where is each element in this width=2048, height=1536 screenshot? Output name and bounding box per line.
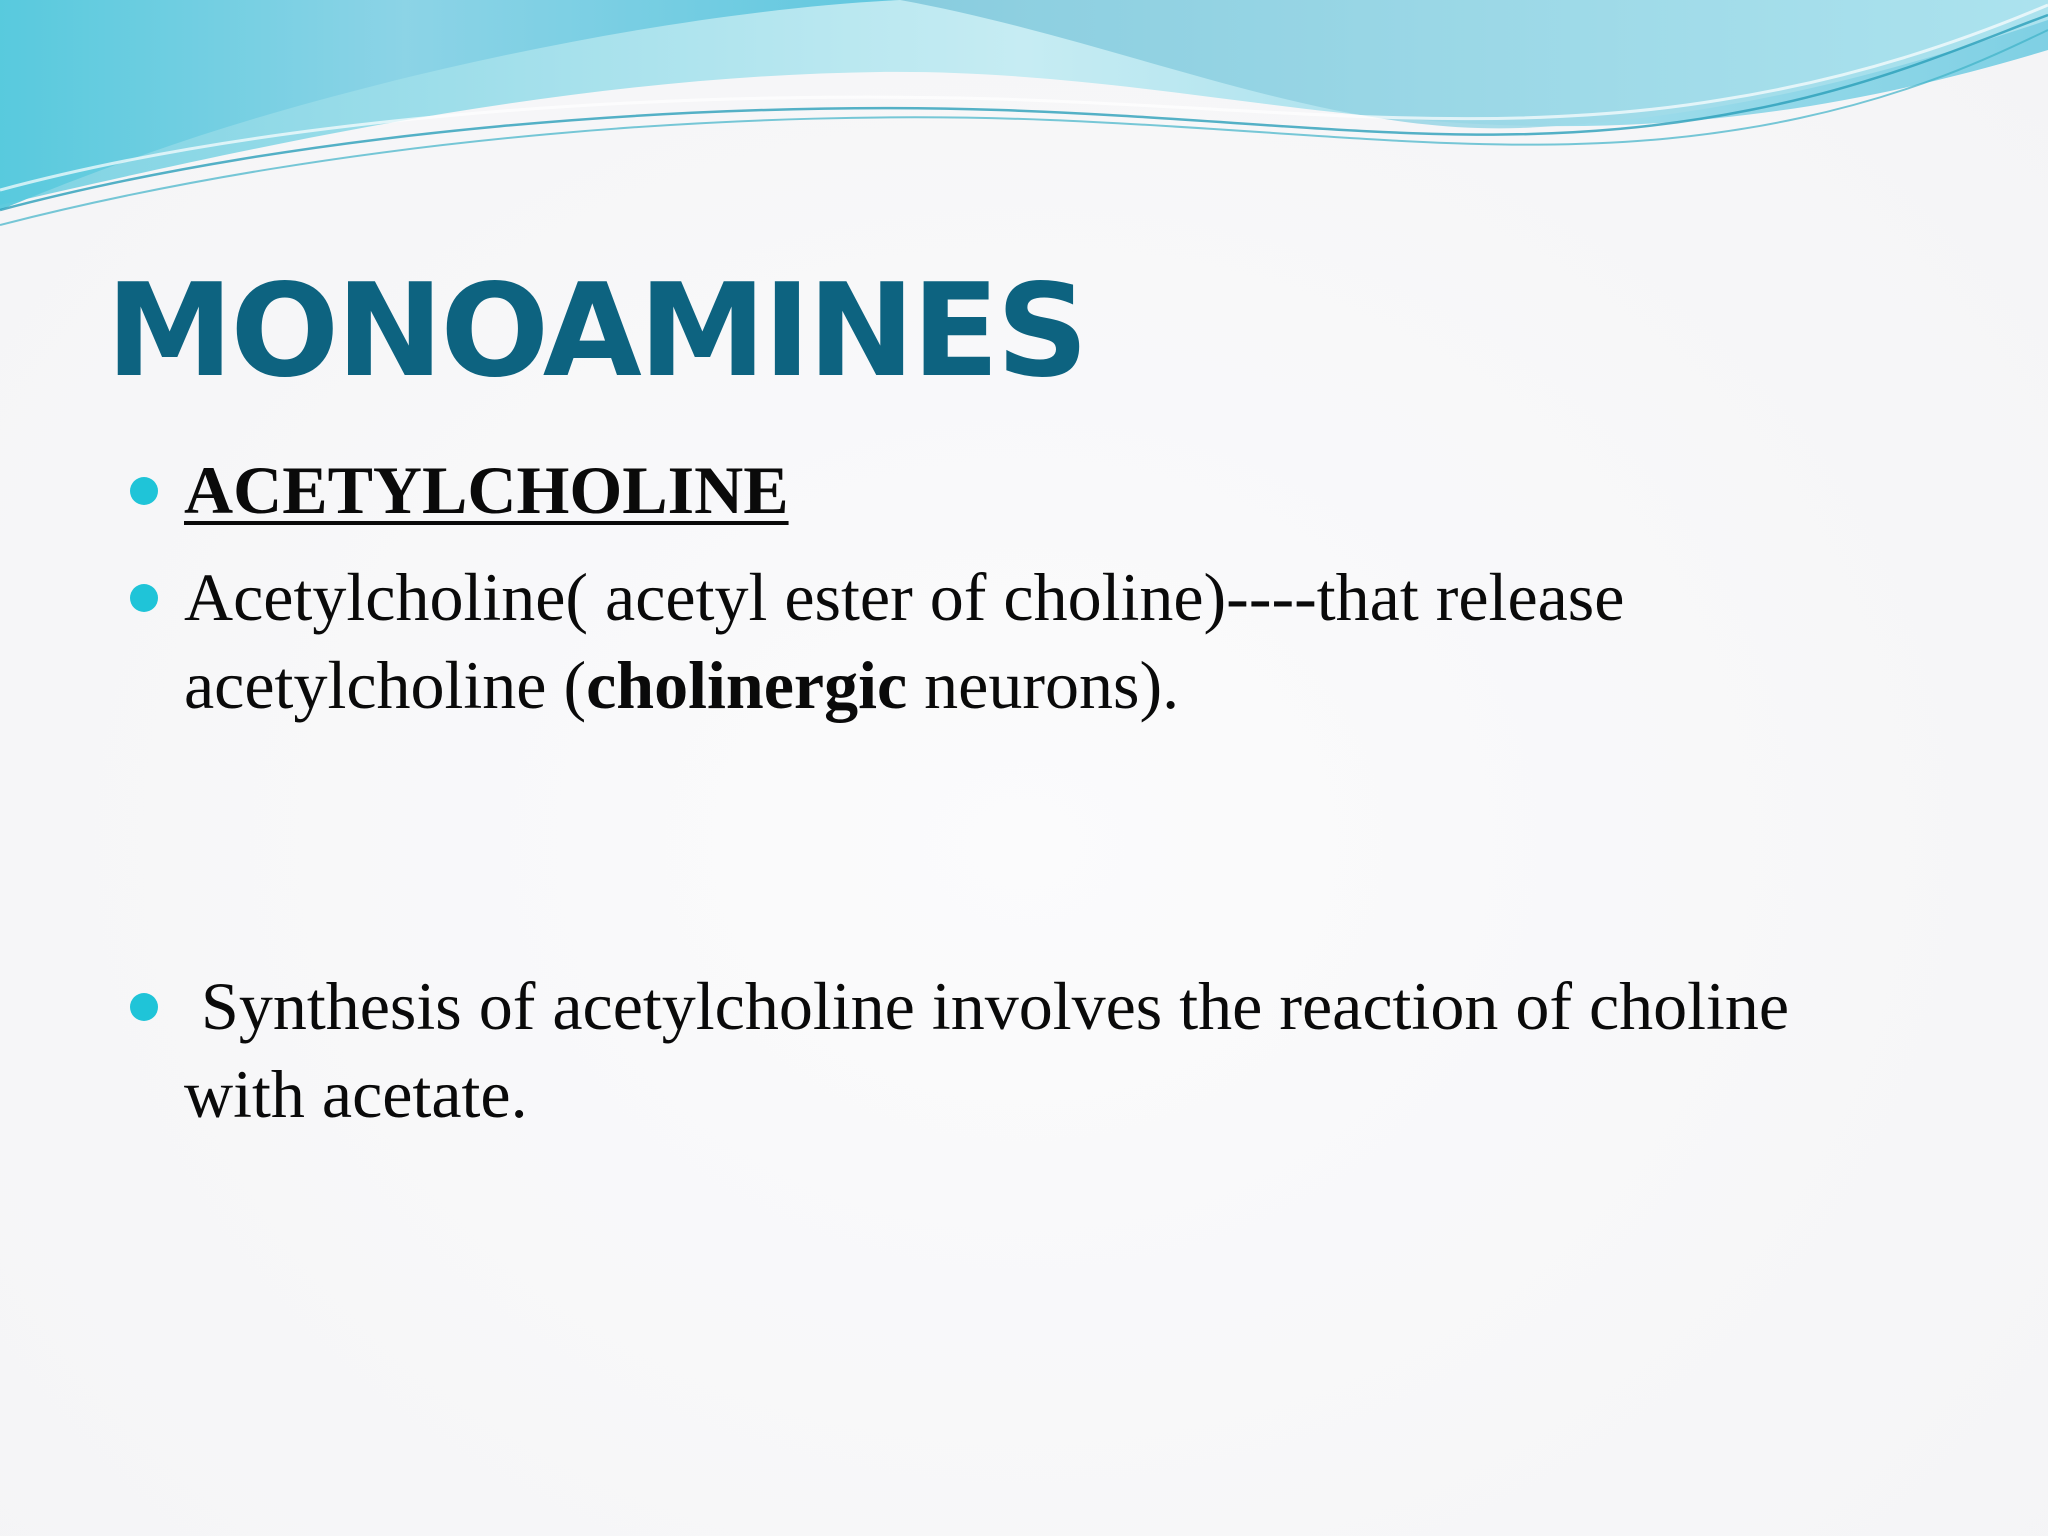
definition-bold-term: cholinergic xyxy=(586,647,908,723)
bullet-dot-icon xyxy=(130,993,158,1021)
bullet-dot-icon xyxy=(130,584,158,612)
bullet-heading: ACETYLCHOLINE xyxy=(184,452,789,528)
bullet-item-acetylcholine-heading xyxy=(184,446,1904,534)
synthesis-text: Synthesis of acetylcholine involves the reaction of choline with acetate. xyxy=(184,968,1807,1132)
slide-title: MONOAMINES xyxy=(106,257,1086,406)
bullet-item-synthesis xyxy=(184,962,1904,1138)
definition-text-start: Acetylcholine( acetyl ester of choline)----that release acetylcholine ( xyxy=(184,559,1625,723)
definition-text-end: neurons). xyxy=(907,647,1180,723)
bullet-item-definition xyxy=(184,553,1904,729)
bullet-dot-icon xyxy=(130,477,158,505)
